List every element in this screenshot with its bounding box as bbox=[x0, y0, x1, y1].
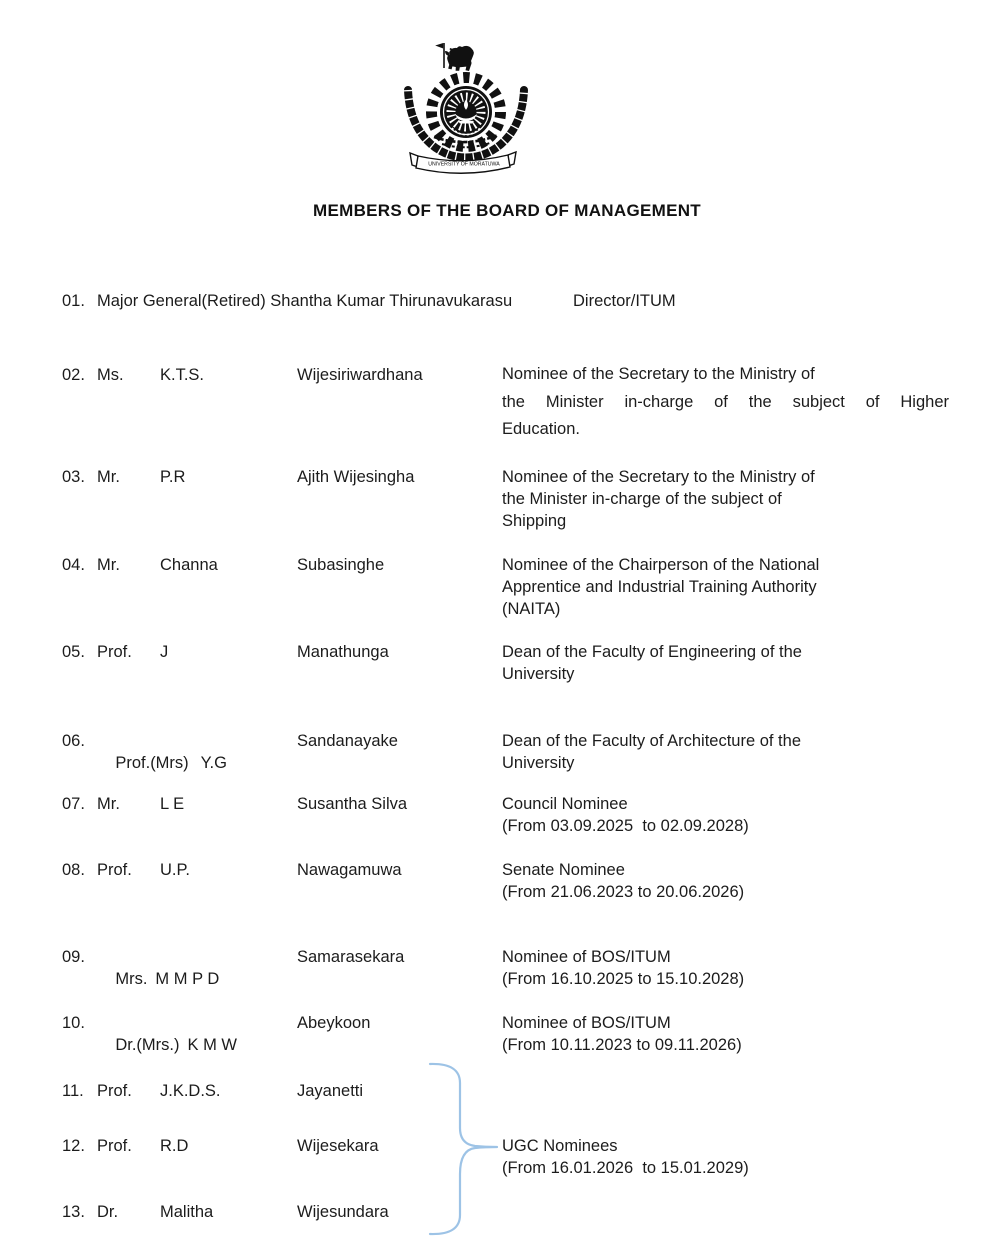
university-crest-logo bbox=[400, 40, 540, 180]
member-initials: P.R bbox=[160, 468, 186, 486]
member-row-06 bbox=[62, 730, 972, 772]
member-surname: Susantha Silva bbox=[297, 795, 408, 813]
member-surname: Wijesiriwardhana bbox=[297, 366, 423, 384]
group-label bbox=[502, 1135, 749, 1179]
page-title: MEMBERS OF THE BOARD OF MANAGEMENT bbox=[313, 201, 701, 220]
member-initials: M M P D bbox=[155, 970, 220, 988]
member-number: 03. bbox=[62, 468, 85, 486]
member-role: Nominee of the Secretary to the Ministry of the Minister in-charge of the subject of Shipping bbox=[502, 468, 815, 530]
member-title: Dr.(Mrs.) bbox=[115, 1036, 180, 1054]
member-initials: K.T.S. bbox=[160, 366, 205, 384]
member-surname: Samarasekara bbox=[297, 948, 405, 966]
member-surname: Manathunga bbox=[297, 643, 389, 661]
group-label-line: UGC Nominees bbox=[502, 1137, 618, 1155]
member-number: 11. bbox=[62, 1082, 84, 1100]
member-initials: Channa bbox=[160, 556, 218, 574]
member-initials: Y.G bbox=[200, 754, 227, 772]
member-initials: J.K.D.S. bbox=[160, 1082, 221, 1100]
crest-banner-text: UNIVERSITY OF MORATUWA bbox=[428, 161, 500, 168]
member-role: Nominee of BOS/ITUM (From 10.11.2023 to 09.11.2026) bbox=[502, 1014, 742, 1054]
member-surname: Jayanetti bbox=[297, 1082, 364, 1100]
member-row-09 bbox=[62, 946, 972, 988]
member-number: 02. bbox=[62, 366, 85, 384]
member-initials: R.D bbox=[160, 1137, 189, 1155]
group-label-line: (From 16.01.2026 to 15.01.2029) bbox=[502, 1159, 749, 1177]
member-row-01 bbox=[62, 290, 972, 312]
member-title: Prof. bbox=[97, 1137, 132, 1155]
member-row-02 bbox=[62, 364, 972, 438]
group-brace-icon bbox=[425, 1056, 505, 1242]
member-title: Prof. bbox=[97, 643, 132, 661]
member-surname: Ajith Wijesingha bbox=[297, 468, 415, 486]
member-surname: Wijesundara bbox=[297, 1203, 389, 1221]
member-title: Mrs. bbox=[115, 970, 148, 988]
member-row-13 bbox=[62, 1201, 972, 1223]
member-name: Major General(Retired) Shantha Kumar Thirunavukarasu bbox=[97, 292, 513, 310]
member-number: 08. bbox=[62, 861, 85, 879]
member-initials: U.P. bbox=[160, 861, 190, 879]
member-number: 04. bbox=[62, 556, 85, 574]
member-surname: Subasinghe bbox=[297, 556, 385, 574]
member-title: Prof. bbox=[97, 1082, 132, 1100]
lion-icon bbox=[435, 43, 474, 71]
member-surname: Wijesekara bbox=[297, 1137, 379, 1155]
member-row-05 bbox=[62, 641, 972, 683]
member-number: 01. bbox=[62, 292, 85, 310]
member-surname: Abeykoon bbox=[297, 1014, 371, 1032]
member-surname: Sandanayake bbox=[297, 732, 398, 750]
member-role: Nominee of the Secretary to the Ministry of the Minister in-charge of the subject of Higher Education. bbox=[502, 365, 949, 438]
gear-icon bbox=[432, 78, 501, 147]
member-title: Mr. bbox=[97, 556, 120, 574]
member-role: Council Nominee (From 03.09.2025 to 02.09.2028) bbox=[502, 795, 749, 835]
member-number: 06. bbox=[62, 732, 85, 750]
member-number: 12. bbox=[62, 1137, 85, 1155]
member-title: Prof. bbox=[97, 861, 132, 879]
member-title: Mr. bbox=[97, 795, 120, 813]
member-title: Ms. bbox=[97, 366, 124, 384]
member-role: Senate Nominee (From 21.06.2023 to 20.06.2026) bbox=[502, 861, 745, 901]
member-row-08 bbox=[62, 859, 972, 901]
member-initials: J bbox=[160, 643, 169, 661]
member-title: Prof.(Mrs) bbox=[115, 754, 189, 772]
member-number: 09. bbox=[62, 948, 85, 966]
member-role: Dean of the Faculty of Architecture of the University bbox=[502, 732, 801, 772]
member-row-04 bbox=[62, 554, 972, 618]
member-row-11 bbox=[62, 1080, 972, 1102]
member-role: Dean of the Faculty of Engineering of the University bbox=[502, 643, 802, 683]
member-number: 07. bbox=[62, 795, 85, 813]
member-title: Mr. bbox=[97, 468, 120, 486]
member-initials: L E bbox=[160, 795, 185, 813]
member-number: 05. bbox=[62, 643, 85, 661]
member-row-03 bbox=[62, 466, 972, 530]
member-number: 13. bbox=[62, 1203, 85, 1221]
member-initials: Malitha bbox=[160, 1203, 214, 1221]
member-role: Director/ITUM bbox=[573, 292, 676, 310]
member-role: Nominee of the Chairperson of the National Apprentice and Industrial Training Authority (NAITA) bbox=[502, 556, 820, 618]
member-row-10 bbox=[62, 1012, 972, 1054]
member-title: Dr. bbox=[97, 1203, 119, 1221]
member-row-07 bbox=[62, 793, 972, 835]
member-role: Nominee of BOS/ITUM (From 16.10.2025 to 15.10.2028) bbox=[502, 948, 745, 988]
member-initials: K M W bbox=[187, 1036, 237, 1054]
member-number: 10. bbox=[62, 1014, 85, 1032]
member-surname: Nawagamuwa bbox=[297, 861, 402, 879]
